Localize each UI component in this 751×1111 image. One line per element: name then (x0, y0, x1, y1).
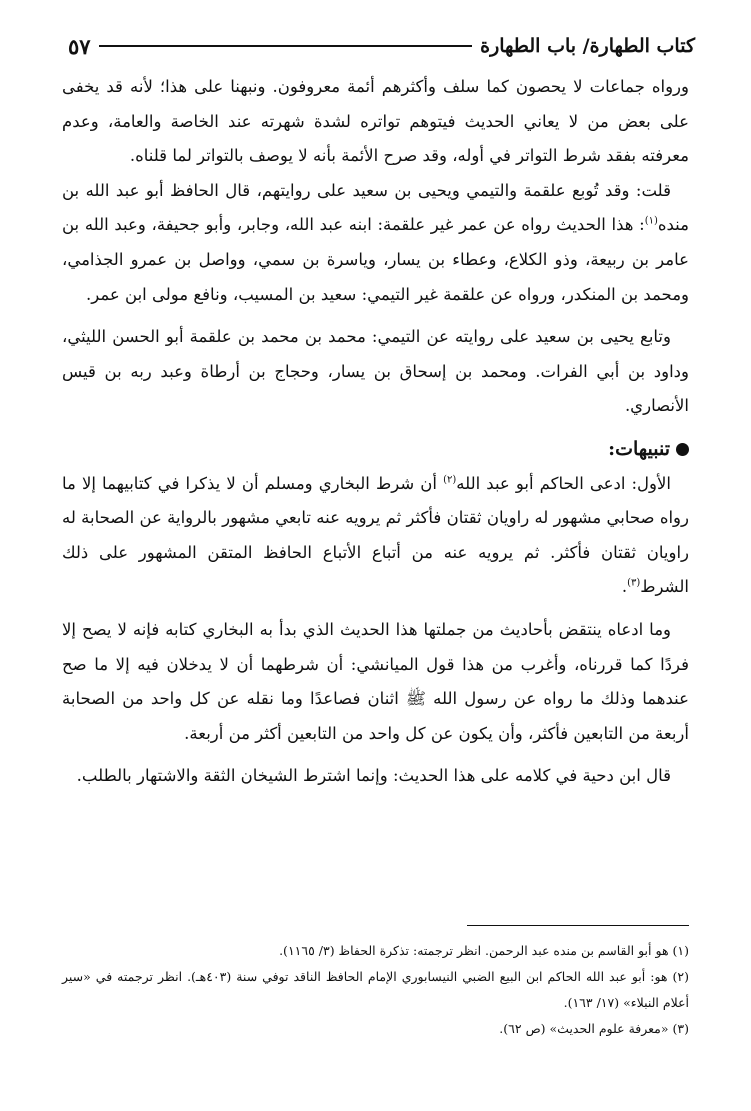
footnote-1: (١) هو أبو القاسم بن منده عبد الرحمن. انظر ترجمته: تذكرة الحفاظ (٣/ ١١٦٥). (279, 943, 689, 958)
paragraph-3: وتابع يحيى بن سعيد على روايته عن التيمي: محمد بن محمد بن علقمة أبو الحسن الليثي، وداود بن أبي الفرات. ومحمد بن إسحاق بن يسار، وحجاج بن أرطاة وعبد ربه بن قيس الأنصاري. (62, 327, 689, 416)
paragraph-1: ورواه جماعات لا يحصون كما سلف وأكثرهم أئمة معروفون. ونبهنا على هذا؛ لأنه قد يخفى على بعض من لا يعاني الحديث فيتوهم تواتره لشدة شهرته عند الخاصة والعامة، وعدم معرفته بفقد شرط التواتر في أوله، وقد صرح الأئمة بأنه لا يوصف بالتواتر لما قلناه. (62, 77, 689, 166)
paragraph-6: قال ابن دحية في كلامه على هذا الحديث: وإنما اشترط الشيخان الثقة والاشتهار بالطلب. (76, 766, 671, 786)
paragraph-4-end: . (621, 577, 628, 597)
paragraph-2 (62, 174, 689, 312)
paragraph-4 (62, 467, 689, 605)
body-text (62, 70, 689, 794)
footnote-3: (٣) «معرفة علوم الحديث» (ص ٦٢). (499, 1021, 689, 1036)
paragraph-4-middle: أن شرط البخاري ومسلم أن لا يذكرا في كتابيهما إلا ما رواه صحابي مشهور له راويان ثقتان فأكثر ثم يرويه عنه تابعي مشهور بالرواية عن الصحابة له راويان ثقتان فأكثر. ثم يرويه عنه من أتباع الأتباع الحافظ المتقن المشهور على ذلك الشرط (62, 473, 689, 597)
bullet-icon (676, 443, 689, 456)
paragraph-4-start: الأول: ادعى الحاكم أبو عبد الله (456, 473, 672, 493)
paragraph-5: وما ادعاه ينتقض بأحاديث من جملتها هذا الحديث الذي بدأ به البخاري كتابه فإنه لا يصح إلا فردًا كما قررناه، وأغرب من هذا قول الميانشي: أن شرطهما أن لا يدخلان فيه إلا ما صح عندهما وذلك ما رواه عن رسول الله ﷺ اثنان فصاعدًا وما نقله عن كل واحد من الصحابة أربعة من التابعين فأكثر، وأن يكون عن كل واحد من التابعين أكثر من أربعة. (62, 619, 689, 743)
footnote-ref-2[interactable]: (٢) (443, 474, 457, 486)
page-number: ٥٧ (68, 33, 91, 59)
footnote-ref-3[interactable]: (٣) (627, 577, 641, 589)
page-header (68, 30, 695, 62)
header-rule (99, 45, 473, 47)
footnotes (62, 938, 689, 1042)
section-heading-text: تنبيهات: (608, 437, 670, 460)
footnote-divider (467, 925, 689, 926)
footnote-2: (٢) هو: أبو عبد الله الحاكم ابن البيع الضبي النيسابوري الإمام الحافظ الناقد توفي سنة (٤٠٣هـ). انظر ترجمته في «سير أعلام النبلاء» (١٧/ ١٦٣). (62, 969, 689, 1010)
paragraph-2-start: قلت: وقد تُوبع علقمة والتيمي ويحيى بن سعيد على روايتهم، قال الحافظ أبو عبد الله بن منده (62, 180, 689, 235)
section-heading (62, 432, 689, 467)
paragraph-2-rest: : هذا الحديث رواه عن عمر غير علقمة: ابنه عبد الله، وجابر، وأبو جحيفة، وعبد الله بن عامر بن ربيعة، وذو الكلاع، وعطاء بن يسار، وياسرة بن سمي، وواصل بن عمرو الجذامي، ومحمد بن المنكدر، ورواه عن علقمة غير التيمي: سعيد بن المسيب، ونافع مولى ابن عمر. (62, 215, 689, 304)
running-title: كتاب الطهارة/ باب الطهارة (480, 35, 695, 57)
footnote-ref-1[interactable]: (١) (644, 215, 658, 227)
